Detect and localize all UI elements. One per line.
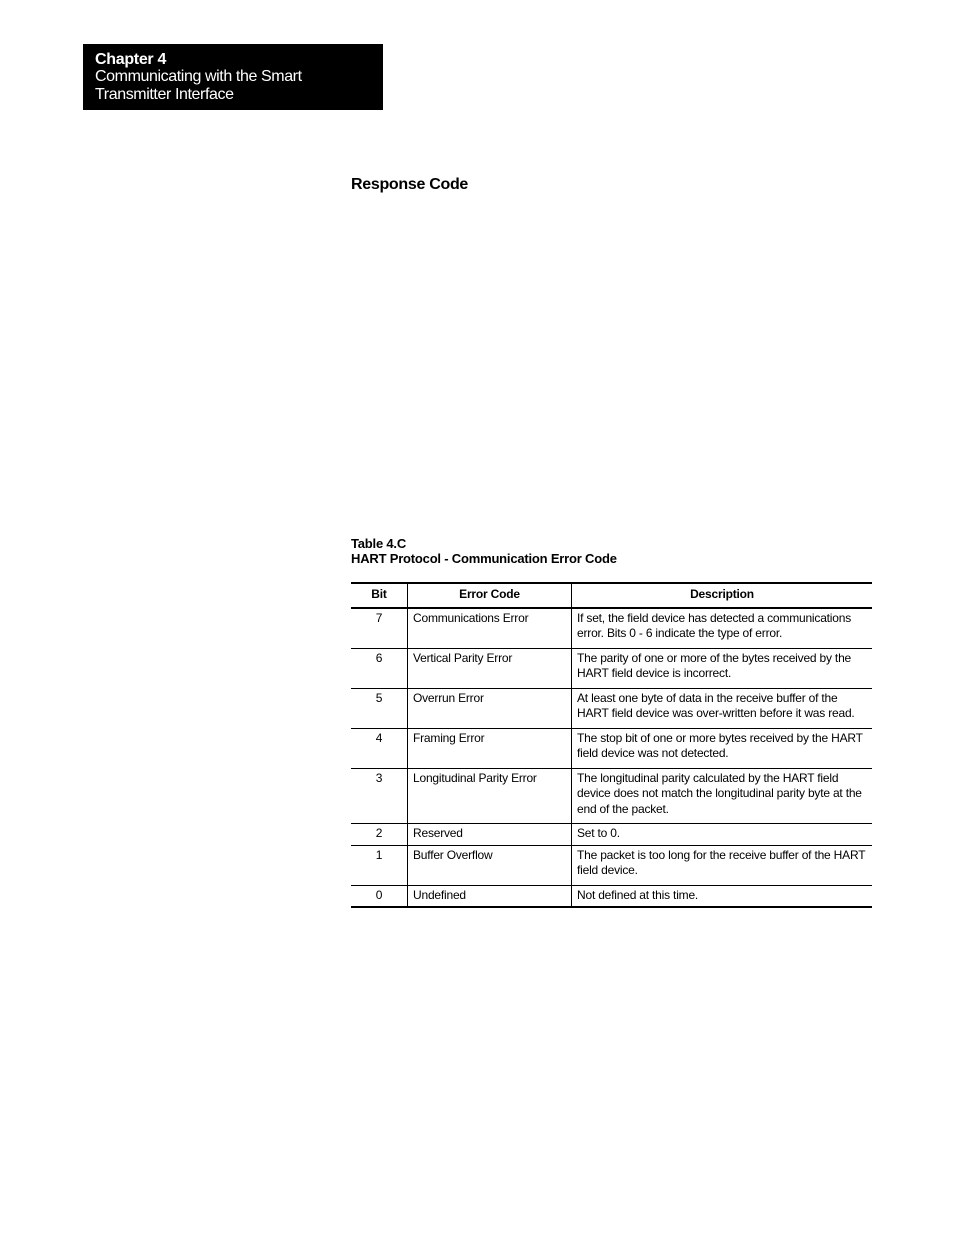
cell-error-code: Vertical Parity Error xyxy=(408,648,572,688)
cell-description: Not defined at this time. xyxy=(572,885,873,907)
column-header-error-code: Error Code xyxy=(408,583,572,608)
cell-error-code: Framing Error xyxy=(408,728,572,768)
cell-bit: 1 xyxy=(351,845,408,885)
table-row xyxy=(351,688,872,728)
cell-error-code: Overrun Error xyxy=(408,688,572,728)
cell-error-code: Undefined xyxy=(408,885,572,907)
table-label: Table 4.C xyxy=(351,536,407,551)
cell-bit: 5 xyxy=(351,688,408,728)
cell-bit: 4 xyxy=(351,728,408,768)
chapter-banner xyxy=(83,44,383,110)
cell-description: At least one byte of data in the receive buffer of the HART field device was over-written before it was read. xyxy=(572,688,873,728)
table-row xyxy=(351,768,872,824)
cell-bit: 3 xyxy=(351,768,408,824)
cell-description: The stop bit of one or more bytes received by the HART field device was not detected. xyxy=(572,728,873,768)
cell-error-code: Reserved xyxy=(408,824,572,846)
cell-bit: 6 xyxy=(351,648,408,688)
cell-bit: 0 xyxy=(351,885,408,907)
chapter-title-line2: Transmitter Interface xyxy=(95,86,234,103)
cell-bit: 7 xyxy=(351,608,408,649)
table-row xyxy=(351,845,872,885)
section-title: Response Code xyxy=(351,176,469,193)
column-header-description: Description xyxy=(572,583,873,608)
table-title: HART Protocol - Communication Error Code xyxy=(351,551,617,566)
cell-error-code: Buffer Overflow xyxy=(408,845,572,885)
table-row xyxy=(351,885,872,907)
cell-description: The parity of one or more of the bytes received by the HART field device is incorrect. xyxy=(572,648,873,688)
cell-bit: 2 xyxy=(351,824,408,846)
table-row xyxy=(351,728,872,768)
cell-description: Set to 0. xyxy=(572,824,873,846)
chapter-title-line1: Communicating with the Smart xyxy=(95,68,302,85)
cell-description: The packet is too long for the receive buffer of the HART field device. xyxy=(572,845,873,885)
cell-description: The longitudinal parity calculated by the HART field device does not match the longitudinal parity byte at the end of the packet. xyxy=(572,768,873,824)
table-row xyxy=(351,824,872,846)
table-header-row xyxy=(351,583,872,608)
column-header-bit: Bit xyxy=(351,583,408,608)
cell-error-code: Communications Error xyxy=(408,608,572,649)
error-code-table xyxy=(351,582,872,908)
chapter-number: Chapter 4 xyxy=(95,51,167,68)
table-caption xyxy=(351,536,617,566)
table-row xyxy=(351,648,872,688)
cell-error-code: Longitudinal Parity Error xyxy=(408,768,572,824)
table-row xyxy=(351,608,872,649)
cell-description: If set, the field device has detected a communications error. Bits 0 - 6 indicate the type of error. xyxy=(572,608,873,649)
